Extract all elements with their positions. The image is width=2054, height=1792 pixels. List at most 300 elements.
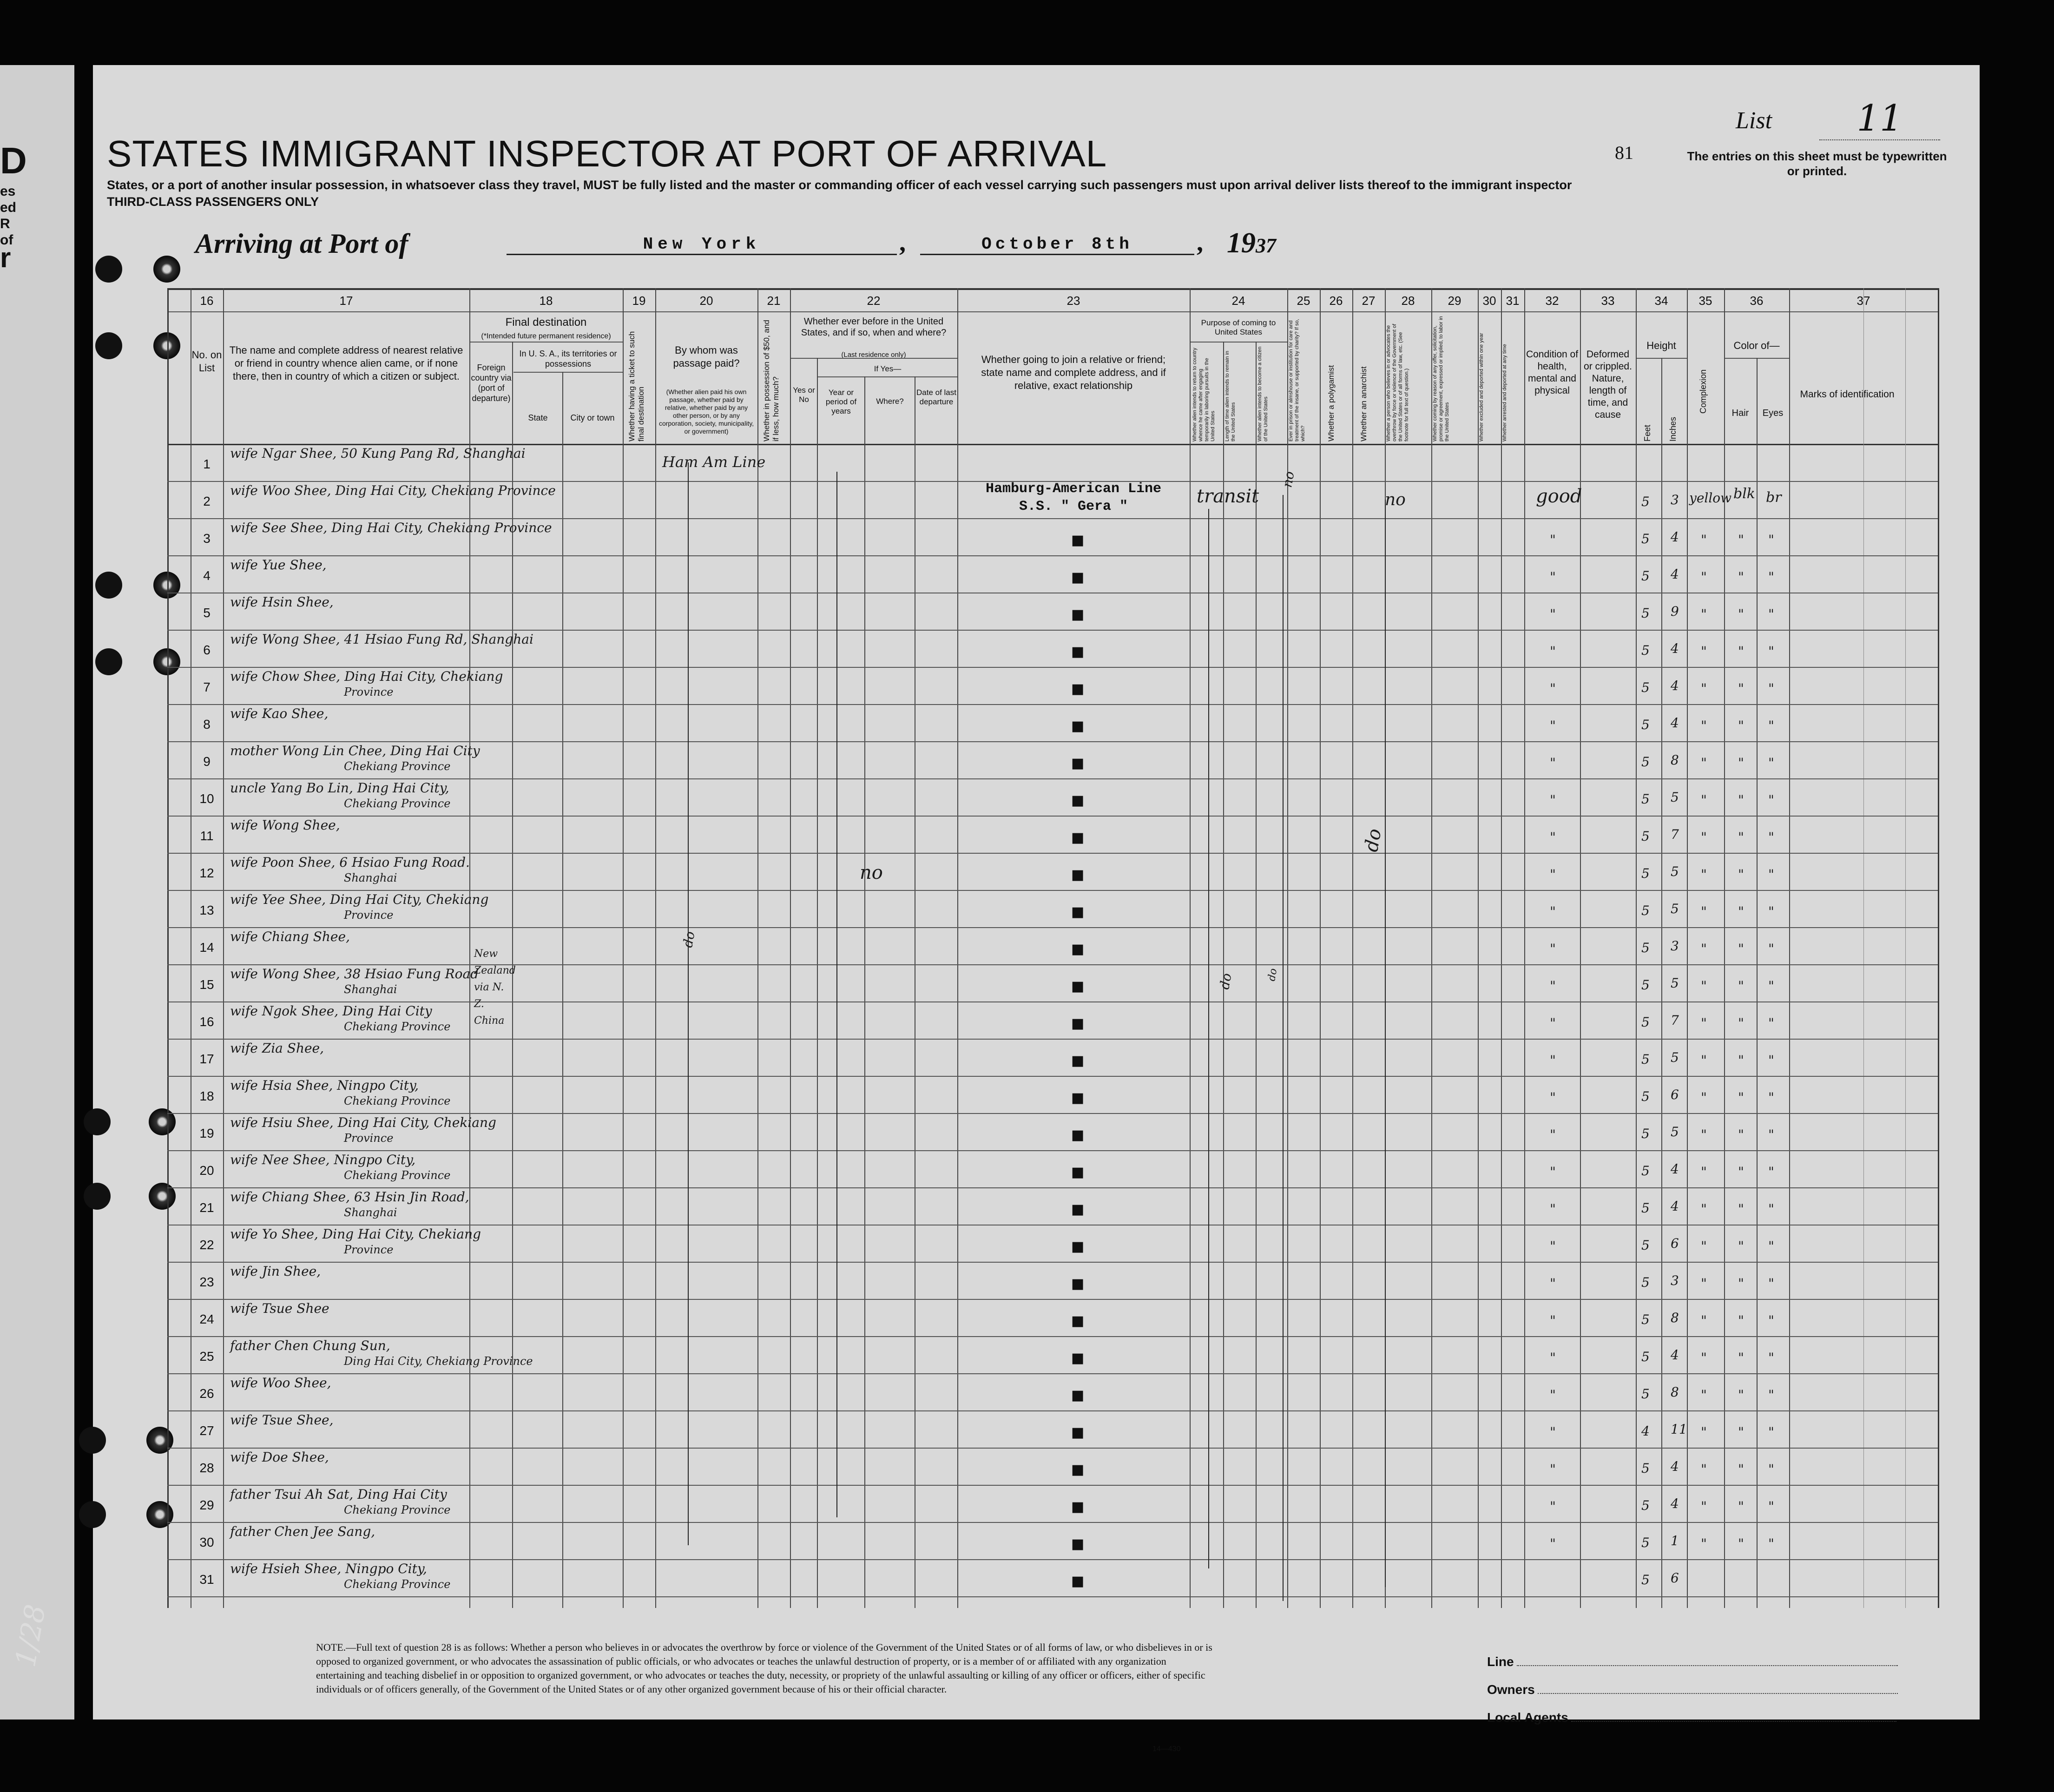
arriving-label: Arriving at Port of: [195, 228, 408, 259]
ditto-mark: ": [1550, 1313, 1556, 1328]
row-rule: [167, 1039, 1938, 1040]
height-inches: 4: [1671, 1347, 1679, 1363]
column-rule: [623, 288, 624, 1608]
height-inches: 6: [1671, 1087, 1679, 1102]
height-inches: 4: [1671, 641, 1679, 656]
ditto-mark: ": [1701, 941, 1707, 956]
height-inches: 5: [1671, 901, 1679, 916]
relative-address-line2: Shanghai: [344, 983, 397, 996]
subheader-rule: [818, 376, 957, 377]
column-number: 23: [1066, 294, 1080, 308]
relative-address: wife Hsia Shee, Ningpo City,: [230, 1078, 419, 1093]
header-relative: The name and complete address of nearest relative or friend in country whence alien came, or if none there, then in country of which a citizen or subject.: [229, 344, 463, 382]
header-yes-no: Yes or No: [793, 386, 815, 404]
relative-address: wife Nee Shee, Ningpo City,: [230, 1152, 416, 1167]
header-eyes: Eyes: [1762, 408, 1784, 418]
ditto-mark: ": [1768, 1127, 1774, 1142]
join-bullet: ■: [1071, 532, 1085, 548]
height-inches: 4: [1671, 529, 1679, 545]
column-rule: [1905, 288, 1906, 1608]
height-feet: 5: [1641, 977, 1650, 993]
no-mark: no: [1385, 490, 1406, 509]
row-rule: [167, 1485, 1938, 1486]
row-number: 24: [199, 1312, 214, 1326]
ditto-mark: ": [1768, 606, 1774, 622]
join-bullet: ■: [1071, 1387, 1085, 1403]
paid-by-ditto: do: [680, 930, 698, 949]
ditto-mark: ": [1738, 1164, 1744, 1179]
line-signature: [1487, 1654, 1898, 1669]
row-number: 25: [199, 1349, 214, 1364]
join-bullet: ■: [1071, 1276, 1085, 1292]
relative-address-line2: Shanghai: [344, 1206, 397, 1219]
punch-hole-icon: [79, 1501, 106, 1528]
line-label: Line: [1487, 1654, 1514, 1669]
column-rule: [1190, 288, 1191, 1608]
ditto-mark: ": [1738, 1127, 1744, 1142]
relative-address-line2: Shanghai: [344, 871, 397, 884]
relative-address: wife Hsieh Shee, Ningpo City,: [230, 1561, 427, 1576]
column-number: 32: [1545, 294, 1559, 308]
height-inches: 8: [1671, 752, 1679, 768]
ditto-mark: ": [1550, 1276, 1556, 1291]
header-list-no: No. on List: [191, 349, 222, 374]
arrival-year: [1227, 227, 1276, 260]
subtitle-line-class: THIRD-CLASS PASSENGERS ONLY: [107, 195, 319, 209]
column-number: 33: [1601, 294, 1615, 308]
header-labor-offer: Whether coming by reason of any offer, solicitation, promise or agreement, expressed or implied, to labor in the United States: [1432, 316, 1450, 441]
header-ever-before-sub: (Last residence only): [841, 351, 906, 359]
ditto-mark: ": [1550, 830, 1556, 845]
ditto-mark: ": [1550, 1239, 1556, 1254]
height-inches: 6: [1671, 1570, 1679, 1586]
ditto-mark: ": [1550, 718, 1556, 733]
row-rule: [167, 1410, 1938, 1411]
header-city: City or town: [570, 413, 615, 422]
pen-stroke: [1385, 500, 1386, 1587]
row-number: 22: [199, 1238, 214, 1252]
row-number: 1: [203, 457, 211, 471]
ditto-mark: ": [1550, 1090, 1556, 1105]
join-bullet: ■: [1071, 1424, 1085, 1441]
ditto-mark: ": [1701, 1015, 1707, 1031]
relative-address: wife Chiang Shee,: [230, 929, 350, 944]
ditto-mark: ": [1738, 532, 1744, 547]
relative-address: father Tsui Ah Sat, Ding Hai City: [230, 1487, 447, 1502]
ditto-mark: ": [1701, 755, 1707, 771]
ditto-mark: ": [1701, 1053, 1707, 1068]
strip-fragment: of: [0, 232, 13, 248]
subheader-rule: [1190, 342, 1287, 343]
comma: ,: [1197, 228, 1203, 257]
header-color: Color of—: [1733, 340, 1780, 351]
ditto-mark: ": [1738, 941, 1744, 956]
column-rule: [562, 372, 563, 1608]
page-title: STATES IMMIGRANT INSPECTOR AT PORT OF ARRIVAL: [107, 133, 1107, 174]
height-inches: 5: [1671, 790, 1679, 805]
row-rule: [167, 667, 1938, 668]
relative-address-line2: Province: [344, 1243, 394, 1256]
pen-stroke: [1283, 495, 1284, 1601]
ditto-mark: ": [1701, 867, 1707, 882]
ditto-mark: ": [1738, 718, 1744, 733]
height-feet: 5: [1641, 1461, 1650, 1476]
height-inches: 4: [1671, 567, 1679, 582]
join-bullet: ■: [1071, 904, 1085, 920]
column-rule: [655, 288, 656, 1608]
ditto-mark: ": [1550, 569, 1556, 585]
join-bullet: ■: [1071, 867, 1085, 883]
height-inches: 5: [1671, 1050, 1679, 1065]
relative-address-line2: Chekiang Province: [344, 1020, 451, 1033]
column-rule: [1320, 288, 1321, 1608]
column-number: 28: [1401, 294, 1415, 308]
ditto-mark: ": [1738, 1424, 1744, 1440]
height-feet: 5: [1641, 568, 1650, 584]
strip-fragment: D: [0, 140, 27, 181]
no-ditto: do: [1360, 827, 1386, 854]
header-state: State: [528, 413, 548, 422]
column-rule: [1478, 288, 1479, 1608]
ditto-mark: ": [1738, 1090, 1744, 1105]
join-bullet: ■: [1071, 606, 1085, 623]
row-number: 5: [203, 606, 211, 620]
relative-address-line2: Province: [344, 1132, 394, 1145]
relative-address: wife Poon Shee, 6 Hsiao Fung Road.: [230, 855, 470, 870]
ditto-mark: ": [1768, 1276, 1774, 1291]
ditto-mark: ": [1738, 1239, 1744, 1254]
relative-address-line2: Chekiang Province: [344, 1094, 451, 1107]
join-bullet: ■: [1071, 1573, 1085, 1589]
join-ship-name: S.S. " Gera ": [1019, 499, 1128, 514]
row-number: 11: [200, 829, 214, 843]
relative-address: wife Woo Shee,: [230, 1375, 331, 1390]
relative-address: wife Wong Shee,: [230, 817, 340, 833]
header-deformed: Deformed or crippled. Nature, length of time, and cause: [1584, 349, 1632, 420]
pen-stroke: [688, 462, 689, 1545]
ditto-mark: ": [1738, 569, 1744, 585]
ditto-mark: ": [1738, 1462, 1744, 1477]
ditto-mark: ": [1738, 978, 1744, 994]
header-prison: Ever in prison or almshouse or institution for care and treatment of the insane, or supported by charity? If so, which?: [1288, 319, 1306, 441]
row-rule: [167, 741, 1938, 742]
row-number: 8: [203, 717, 211, 731]
column-number: 19: [632, 294, 646, 308]
ditto-mark: ": [1701, 1090, 1707, 1105]
header-hair: Hair: [1731, 408, 1749, 418]
ditto-mark: ": [1550, 1127, 1556, 1142]
destination-note: New Zealand via N. Z. China: [474, 948, 516, 1027]
relative-address: father Chen Chung Sun,: [230, 1338, 390, 1353]
no-mark: no: [1279, 470, 1297, 489]
relative-address: wife Wong Shee, 41 Hsiao Fung Rd, Shanghai: [230, 632, 533, 647]
join-bullet: ■: [1071, 1499, 1085, 1515]
join-bullet: ■: [1071, 1462, 1085, 1478]
strip-fragment: ed: [0, 200, 17, 215]
column-number: 25: [1297, 294, 1310, 308]
column-number: 26: [1329, 294, 1343, 308]
relative-address-line2: Chekiang Province: [344, 1503, 451, 1516]
row-number: 9: [203, 754, 211, 769]
ditto-mark: ": [1768, 1536, 1774, 1551]
ditto-mark: ": [1550, 792, 1556, 808]
ditto-mark: ": [1701, 792, 1707, 808]
row-rule: [167, 853, 1938, 854]
row-rule: [167, 1187, 1938, 1188]
row-rule: [167, 1262, 1938, 1263]
column-rule: [1661, 358, 1662, 1608]
relative-address-line2: Ding Hai City, Chekiang Province: [344, 1355, 533, 1368]
ditto-mark: ": [1738, 1053, 1744, 1068]
agents-signature: [1487, 1710, 1896, 1725]
column-rule: [817, 358, 818, 1608]
row-rule: [167, 1559, 1938, 1560]
subtitle-line: States, or a port of another insular possession, in whatsoever class they travel, MUST be fully listed and the master or commanding officer of each vessel carrying such passengers must upon arrival deliver lists thereof to the immigrant inspector: [107, 178, 1572, 192]
ditto-mark: ": [1550, 1536, 1556, 1551]
ditto-mark: ": [1701, 1387, 1707, 1403]
join-bullet: ■: [1071, 1090, 1085, 1106]
ditto-mark: ": [1550, 1201, 1556, 1217]
ditto-mark: ": [1768, 904, 1774, 919]
header-last-departure: Date of last departure: [916, 388, 956, 406]
column-number: 27: [1362, 294, 1376, 308]
ditto-mark: ": [1768, 1499, 1774, 1514]
list-number: [1736, 98, 1903, 139]
column-rule: [957, 288, 958, 1608]
purpose-ditto: do: [1217, 972, 1235, 991]
agents-label: Local Agents: [1487, 1710, 1568, 1725]
paid-by: Ham Am Line: [662, 453, 766, 471]
relative-address: wife Hsin Shee,: [230, 594, 334, 610]
manifest-table: [167, 288, 1938, 1608]
ditto-mark: ": [1738, 792, 1744, 808]
height-inches: 3: [1671, 492, 1679, 507]
row-number: 27: [199, 1423, 214, 1438]
height-inches: 5: [1671, 864, 1679, 879]
row-rule: [167, 1113, 1938, 1114]
column-number: 31: [1506, 294, 1520, 308]
relative-address: wife Ngok Shee, Ding Hai City: [230, 1003, 432, 1019]
header-purpose-a: Whether alien intends to return to country whence he came after engaging temporarily in laboring pursuits in the United States: [1192, 348, 1216, 441]
header-if-yes: If Yes—: [874, 364, 902, 373]
column-rule: [1789, 288, 1790, 1608]
row-rule: [167, 1076, 1938, 1077]
ditto-mark: ": [1768, 830, 1774, 845]
ditto-mark: ": [1701, 644, 1707, 659]
ditto-mark: ": [1701, 681, 1707, 696]
header-polygamist: Whether a polygamist: [1327, 365, 1336, 441]
height-inches: 3: [1671, 1273, 1679, 1288]
height-feet: 5: [1641, 940, 1650, 955]
row-number: 2: [203, 494, 211, 508]
ditto-mark: ": [1768, 867, 1774, 882]
ditto-mark: ": [1701, 606, 1707, 622]
header-purpose: Purpose of coming to United States: [1201, 318, 1276, 336]
height-inches: 11: [1671, 1422, 1687, 1437]
punch-hole-icon: [95, 332, 122, 359]
row-number: 19: [199, 1126, 214, 1140]
height-feet: 5: [1641, 531, 1650, 547]
header-overthrow: Whether a person who believes in or advocates the overthrow by force or violence of the Government of the United States or of all forms of law, etc. (See footnote for full text of question.): [1386, 323, 1409, 441]
strip-fragment: es: [0, 184, 16, 199]
ditto-mark: ": [1768, 755, 1774, 771]
height-feet: 5: [1641, 903, 1650, 918]
ditto-mark: ": [1550, 904, 1556, 919]
height-feet: 5: [1641, 1275, 1650, 1290]
header-arrested: Whether arrested and deported at any time: [1502, 344, 1508, 441]
relative-address: wife Chow Shee, Ding Hai City, Chekiang: [230, 669, 503, 684]
row-rule: [167, 1448, 1938, 1449]
header-complexion: Complexion: [1698, 369, 1708, 414]
ditto-mark: ": [1550, 1462, 1556, 1477]
ditto-mark: ": [1550, 681, 1556, 696]
height-feet: 5: [1641, 791, 1650, 807]
height-inches: 1: [1671, 1533, 1679, 1548]
row-number: 13: [199, 903, 214, 917]
column-number: 18: [539, 294, 553, 308]
row-number: 12: [199, 866, 214, 880]
height-inches: 4: [1671, 1161, 1679, 1177]
row-number: 7: [203, 680, 211, 694]
row-rule: [167, 890, 1938, 891]
column-rule: [1863, 288, 1864, 1608]
punch-hole-icon: [79, 1427, 106, 1454]
ditto-mark: ": [1550, 867, 1556, 882]
ditto-mark: ": [1768, 1090, 1774, 1105]
height-feet: 4: [1641, 1423, 1650, 1439]
height-inches: 4: [1671, 715, 1679, 731]
height-feet: 5: [1641, 643, 1650, 658]
ditto-mark: ": [1550, 532, 1556, 547]
height-inches: 5: [1671, 1124, 1679, 1140]
ditto-mark: ": [1768, 1313, 1774, 1328]
height-inches: 9: [1671, 604, 1679, 619]
ditto-mark: ": [1738, 1350, 1744, 1365]
relative-address-line2: Chekiang Province: [344, 1578, 451, 1591]
ditto-mark: ": [1701, 904, 1707, 919]
height-feet: 5: [1641, 1052, 1650, 1067]
pen-stroke: [1208, 509, 1209, 1568]
header-money: Whether in possession of $50, and if less, how much?: [762, 320, 780, 441]
ditto-mark: ": [1768, 1350, 1774, 1365]
ditto-mark: ": [1701, 1313, 1707, 1328]
join-bullet: ■: [1071, 1313, 1085, 1329]
height-feet: 5: [1641, 1535, 1650, 1550]
relative-address: wife Kao Shee,: [230, 706, 329, 721]
join-bullet: ■: [1071, 978, 1085, 995]
row-number: 31: [199, 1572, 214, 1587]
join-bullet: ■: [1071, 830, 1085, 846]
height-feet: 5: [1641, 829, 1650, 844]
row-rule: [167, 1522, 1938, 1523]
join-bullet: ■: [1071, 1053, 1085, 1069]
relative-address: mother Wong Lin Chee, Ding Hai City: [230, 743, 480, 758]
ditto-mark: ": [1768, 1462, 1774, 1477]
ditto-mark: ": [1768, 569, 1774, 585]
height-inches: 4: [1671, 1496, 1679, 1511]
ditto-mark: ": [1550, 755, 1556, 771]
relative-address-line2: Chekiang Province: [344, 1169, 451, 1182]
ditto-mark: ": [1738, 1499, 1744, 1514]
height-inches: 4: [1671, 1459, 1679, 1474]
ditto-mark: ": [1701, 1462, 1707, 1477]
strip-fragment: R: [0, 216, 10, 231]
ditto-mark: ": [1738, 1276, 1744, 1291]
relative-address: wife Chiang Shee, 63 Hsin Jin Road,: [230, 1189, 469, 1205]
column-number: 16: [200, 294, 214, 308]
row-number: 4: [203, 568, 211, 583]
punch-hole-icon: [95, 572, 122, 599]
row-rule: [167, 964, 1938, 965]
ditto-mark: ": [1738, 1015, 1744, 1031]
ditto-mark: ": [1738, 755, 1744, 771]
punch-hole-icon: [95, 256, 122, 283]
ditto-mark: ": [1738, 681, 1744, 696]
no-ditto: do: [1265, 967, 1280, 982]
ditto-mark: ": [1550, 1387, 1556, 1403]
entries-note: The entries on this sheet must be typewritten or printed.: [1687, 149, 1947, 178]
ditto-mark: ": [1738, 606, 1744, 622]
column-number: 20: [699, 294, 713, 308]
join-bullet: ■: [1071, 1201, 1085, 1218]
column-rule: [1352, 288, 1353, 1608]
header-foreign-country: Foreign country via (port of departure): [471, 363, 512, 403]
column-number: 35: [1698, 294, 1712, 308]
row-number: 14: [199, 940, 214, 955]
ditto-mark: ": [1550, 1053, 1556, 1068]
height-feet: 5: [1641, 1312, 1650, 1327]
header-height: Height: [1646, 340, 1676, 351]
height-feet: 5: [1641, 1126, 1650, 1141]
ditto-mark: ": [1768, 1387, 1774, 1403]
ditto-mark: ": [1550, 644, 1556, 659]
relative-address: wife Zia Shee,: [230, 1041, 324, 1056]
column-number: 21: [767, 294, 781, 308]
owners-signature: [1487, 1682, 1898, 1697]
year-prefix: 19: [1227, 227, 1256, 259]
strip-fragment: r: [0, 242, 11, 273]
column-rule: [864, 376, 865, 1608]
join-bullet: ■: [1071, 755, 1085, 771]
relative-address: wife Yee Shee, Ding Hai City, Chekiang: [230, 892, 489, 907]
column-rule: [1687, 288, 1688, 1608]
ditto-mark: ": [1768, 1164, 1774, 1179]
join-bullet: ■: [1071, 792, 1085, 809]
height-feet: 5: [1641, 1238, 1650, 1253]
ditto-mark: ": [1701, 1424, 1707, 1440]
hair-color: blk: [1733, 486, 1755, 502]
ditto-mark: ": [1768, 1053, 1774, 1068]
column-rule: [1501, 288, 1502, 1608]
adjacent-page-strip: [0, 65, 74, 1720]
ditto-mark: ": [1768, 978, 1774, 994]
height-inches: 7: [1671, 827, 1679, 842]
column-rule: [1256, 342, 1257, 1608]
table-top-border: [167, 288, 1938, 290]
year-suffix: 37: [1256, 234, 1276, 257]
ditto-mark: ": [1768, 644, 1774, 659]
ditto-mark: ": [1768, 792, 1774, 808]
column-number: 36: [1750, 294, 1764, 308]
row-rule: [167, 704, 1938, 705]
column-number: 37: [1856, 294, 1870, 308]
column-rule: [1757, 358, 1758, 1608]
header-ticket: Whether having a ticket to such final destination: [627, 331, 645, 441]
row-number: 18: [199, 1089, 214, 1103]
height-feet: 5: [1641, 680, 1650, 695]
row-rule: [167, 1001, 1938, 1002]
ditto-mark: ": [1701, 532, 1707, 547]
